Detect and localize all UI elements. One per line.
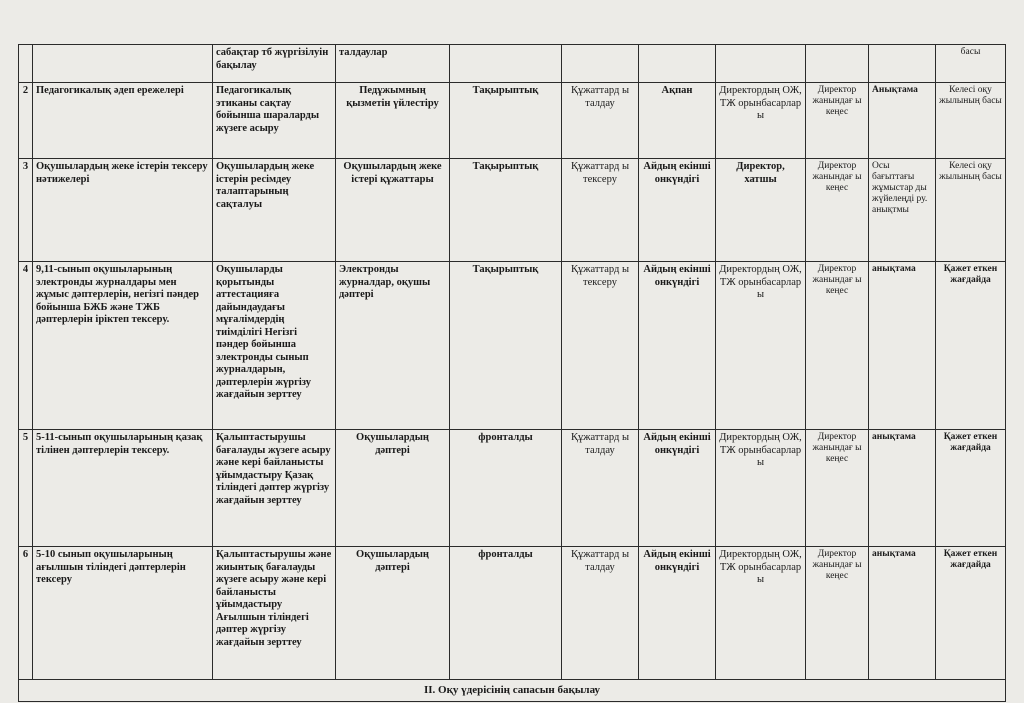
responsible-cell: Директордың ОЖ, ТЖ орынбасарлар ы — [716, 83, 806, 159]
date-cell: Ақпан — [639, 83, 716, 159]
section-title: II. Оқу үдерісінің сапасын бақылау — [19, 680, 1006, 702]
table-row — [19, 430, 1006, 547]
responsible-cell: Директордың ОЖ, ТЖ орынбасарлар ы — [716, 262, 806, 430]
type-cell: Тақырыптық — [450, 159, 562, 262]
object-cell: талдаулар — [336, 45, 450, 83]
topic-cell: 5-11-сынып оқушыларының қазақ тілінен дәптерлерін тексеру. — [33, 430, 213, 547]
topic-cell — [33, 45, 213, 83]
review-cell: Директор жанындағ ы кеңес — [806, 159, 869, 262]
table-row — [19, 45, 1006, 83]
result-cell: анықтама — [869, 430, 936, 547]
purpose-cell: сабақтар тб жүргізілуін бақылау — [213, 45, 336, 83]
result-cell — [869, 45, 936, 83]
next-period-cell: Қажет еткен жағдайда — [936, 262, 1006, 430]
result-cell: Анықтама — [869, 83, 936, 159]
date-cell: Айдың екінші онкүндігі — [639, 547, 716, 680]
result-cell: анықтама — [869, 262, 936, 430]
type-cell: Тақырыптық — [450, 262, 562, 430]
next-period-cell: Келесі оқу жылының басы — [936, 83, 1006, 159]
topic-cell: 5-10 сынып оқушыларының ағылшын тіліндегі дәптерлерін тексеру — [33, 547, 213, 680]
row-number: 3 — [19, 159, 33, 262]
review-cell: Директор жанындағ ы кеңес — [806, 262, 869, 430]
review-cell: Директор жанындағ ы кеңес — [806, 83, 869, 159]
purpose-cell: Педагогикалық этиканы сақтау бойынша шараларды жүзеге асыру — [213, 83, 336, 159]
type-cell — [450, 45, 562, 83]
type-cell: фронталды — [450, 430, 562, 547]
date-cell — [639, 45, 716, 83]
result-cell: анықтама — [869, 547, 936, 680]
method-cell: Құжаттард ы талдау — [562, 547, 639, 680]
result-cell: Осы бағыттағы жұмыстар ды жүйелеңді ру. анықтмы — [869, 159, 936, 262]
responsible-cell: Директор, хатшы — [716, 159, 806, 262]
method-cell: Құжаттард ы талдау — [562, 430, 639, 547]
table-row — [19, 83, 1006, 159]
date-cell: Айдың екінші онкүндігі — [639, 159, 716, 262]
date-cell: Айдың екінші онкүндігі — [639, 430, 716, 547]
type-cell: фронталды — [450, 547, 562, 680]
row-number — [19, 45, 33, 83]
topic-cell: Педагогикалық әдеп ережелері — [33, 83, 213, 159]
table-row — [19, 159, 1006, 262]
date-cell: Айдың екінші онкүндігі — [639, 262, 716, 430]
next-period-cell: Келесі оқу жылының басы — [936, 159, 1006, 262]
purpose-cell: Оқушылардың жеке істерін ресімдеу талаптарының сақталуы — [213, 159, 336, 262]
object-cell: Оқушылардың жеке істері құжаттары — [336, 159, 450, 262]
row-number: 5 — [19, 430, 33, 547]
type-cell: Тақырыптық — [450, 83, 562, 159]
responsible-cell: Директордың ОЖ, ТЖ орынбасарлар ы — [716, 430, 806, 547]
purpose-cell: Қалыптастырушы және жиынтық бағалауды жүзеге асыру және кері байланысты ұйымдастыру Ағылшын тіліндегі дәптер жүргізу жағдайын зерттеу — [213, 547, 336, 680]
review-cell: Директор жанындағ ы кеңес — [806, 547, 869, 680]
topic-cell: Оқушылардың жеке істерін тексеру нәтижелері — [33, 159, 213, 262]
purpose-cell: Оқушыларды қорытынды аттестацияға дайындаудағы мұғалімдердің тиімділігі Негізгі пәндер бойынша электронды сынып журналдарын, дәптерлерін жүргізу жағдайын зерттеу — [213, 262, 336, 430]
next-period-cell: Қажет еткен жағдайда — [936, 430, 1006, 547]
row-number: 6 — [19, 547, 33, 680]
object-cell: Педұжымның қызметін үйлестіру — [336, 83, 450, 159]
method-cell: Құжаттард ы талдау — [562, 83, 639, 159]
purpose-cell: Қалыптастырушы бағалауды жүзеге асыру және кері байланысты ұйымдастыру Қазақ тіліндегі дәптер жүргізу жағдайын зерттеу — [213, 430, 336, 547]
next-period-cell: басы — [936, 45, 1006, 83]
control-plan-table — [18, 44, 1006, 702]
method-cell: Құжаттард ы тексеру — [562, 159, 639, 262]
object-cell: Оқушылардың дәптері — [336, 547, 450, 680]
responsible-cell — [716, 45, 806, 83]
method-cell — [562, 45, 639, 83]
section-row — [19, 680, 1006, 702]
next-period-cell: Қажет еткен жағдайда — [936, 547, 1006, 680]
topic-cell: 9,11-сынып оқушыларының электронды журналдары мен жұмыс дәптерлерін, негізгі пәндер бойынша БЖБ және ТЖБ дәптерлерін іріктеп тексеру. — [33, 262, 213, 430]
row-number: 4 — [19, 262, 33, 430]
responsible-cell: Директордың ОЖ, ТЖ орынбасарлар ы — [716, 547, 806, 680]
table-row — [19, 547, 1006, 680]
review-cell — [806, 45, 869, 83]
object-cell: Электронды журналдар, оқушы дәптері — [336, 262, 450, 430]
method-cell: Құжаттард ы тексеру — [562, 262, 639, 430]
row-number: 2 — [19, 83, 33, 159]
table-row — [19, 262, 1006, 430]
object-cell: Оқушылардың дәптері — [336, 430, 450, 547]
review-cell: Директор жанындағ ы кеңес — [806, 430, 869, 547]
